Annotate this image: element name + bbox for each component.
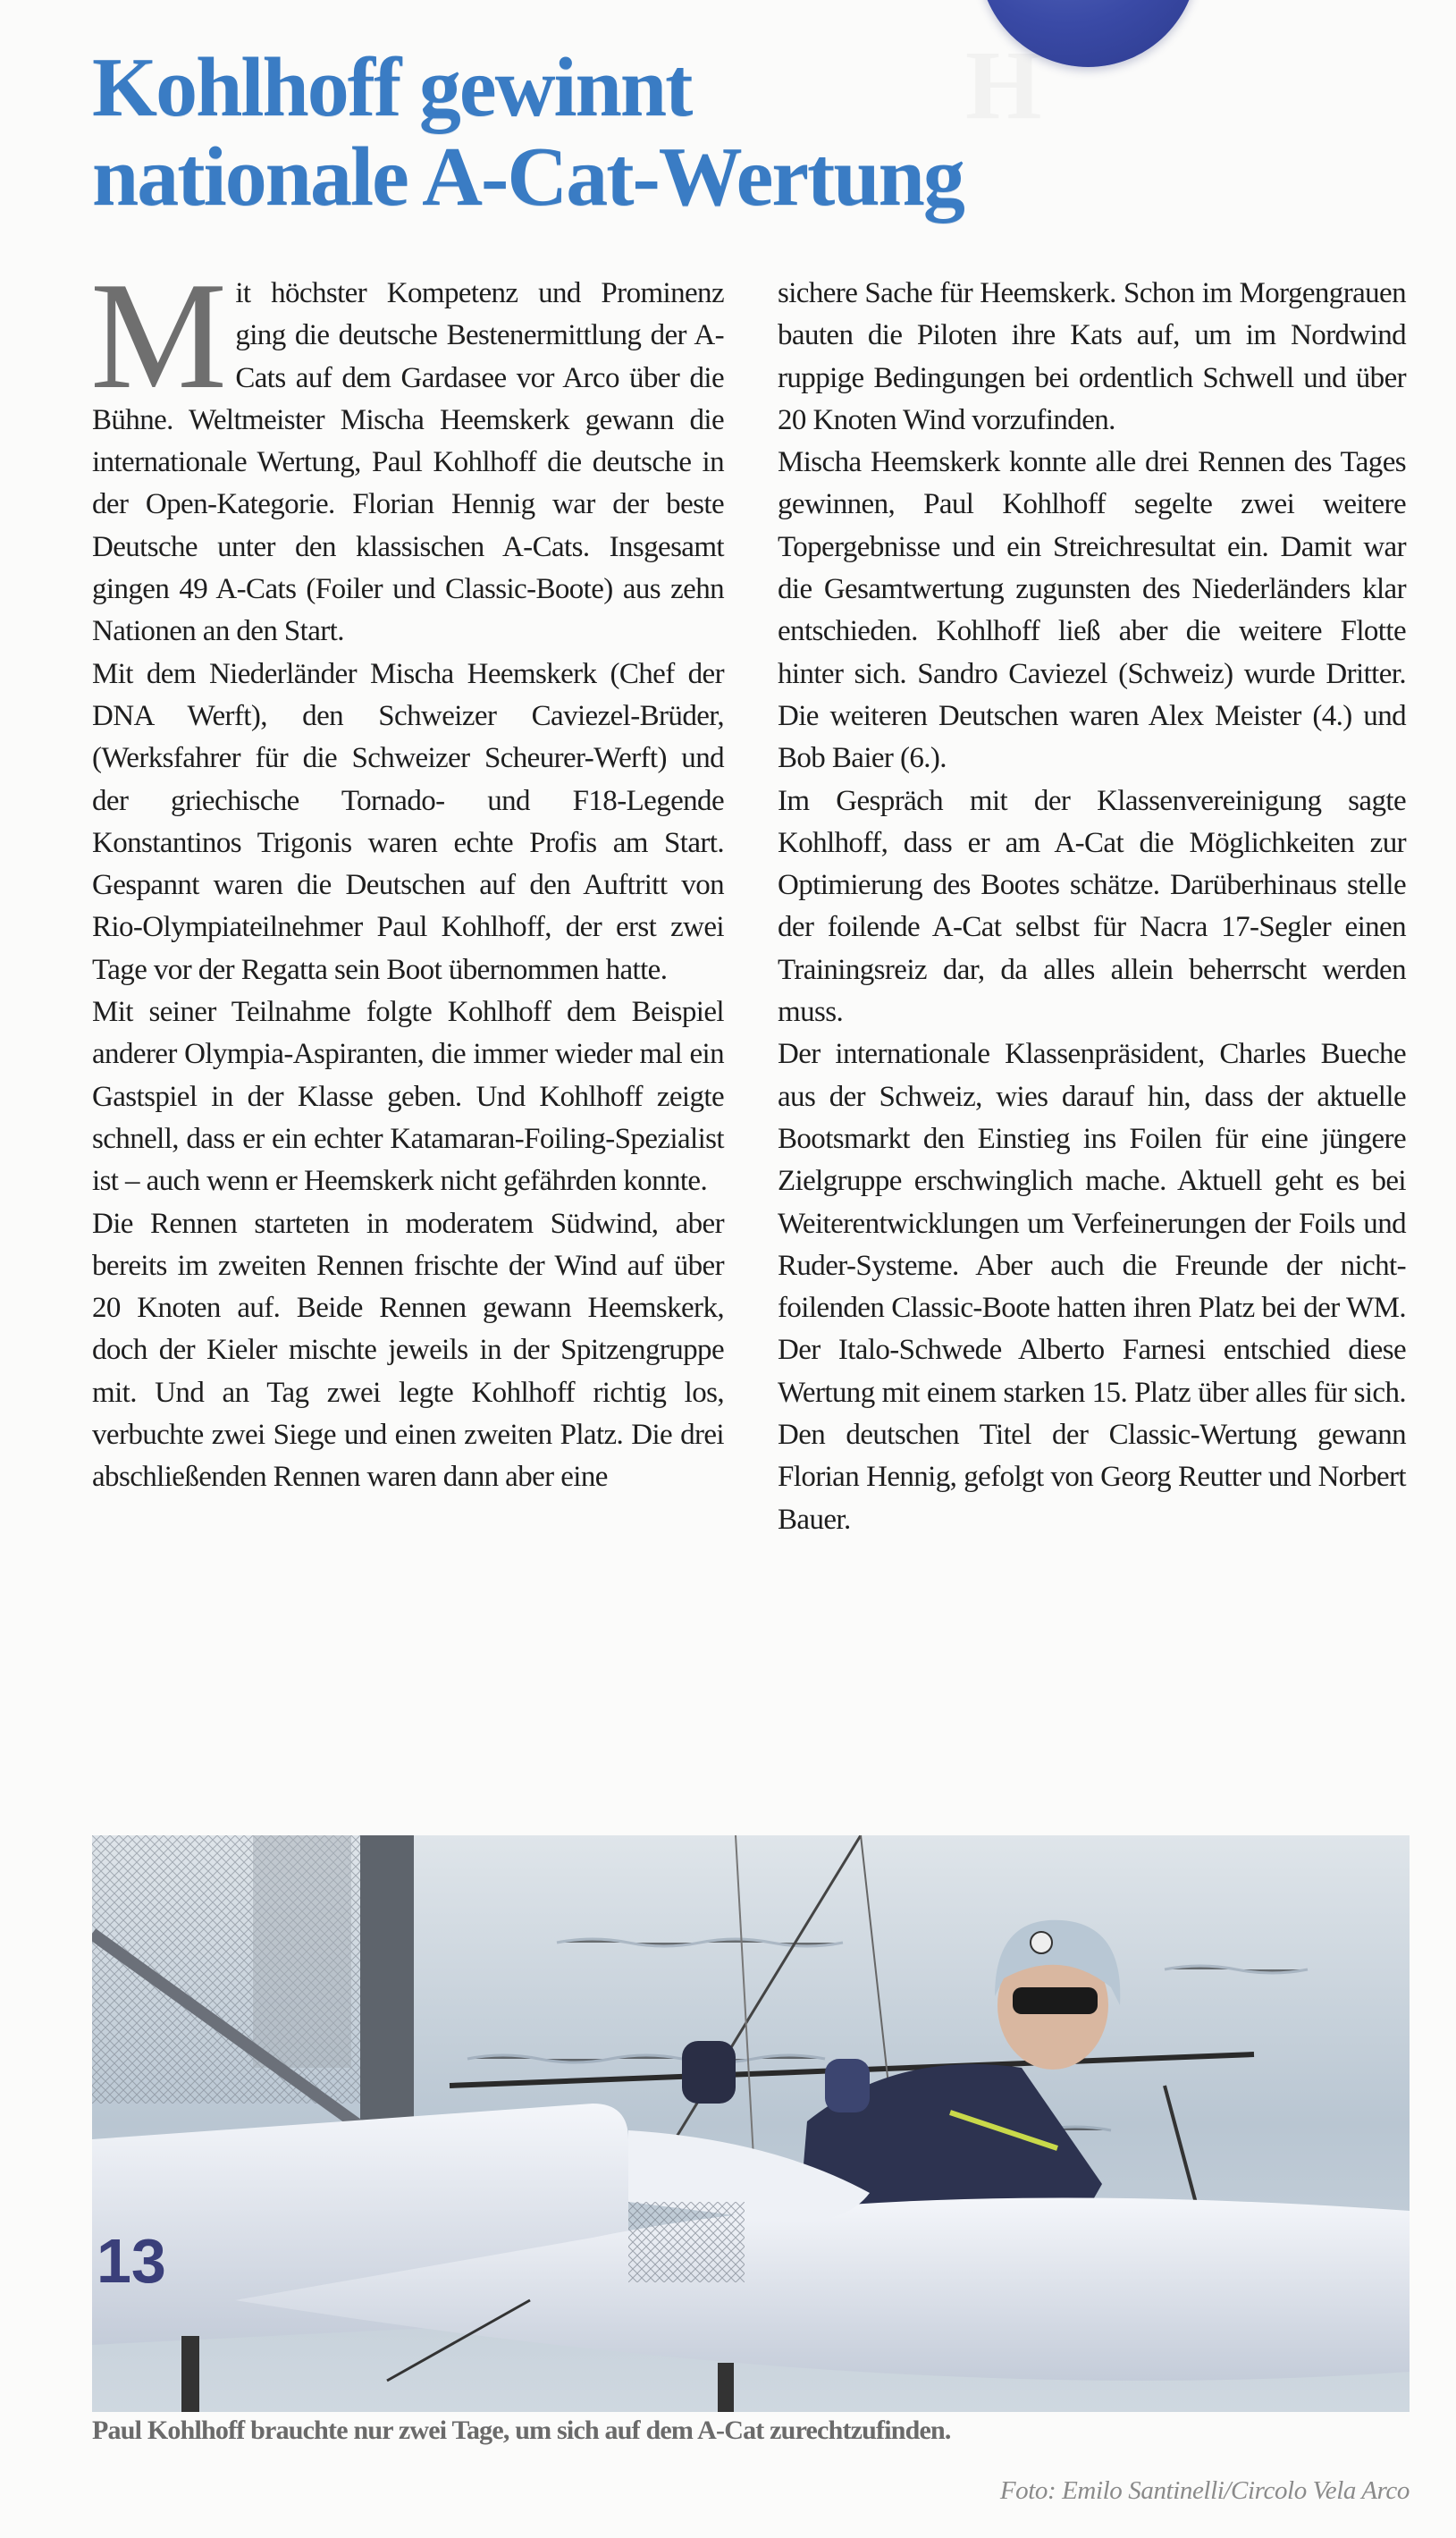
svg-text:13: 13 — [97, 2226, 166, 2296]
paragraph: Im Gespräch mit der Klassenvereinigung sagte Kohlhoff, dass er am A-Cat die Möglichkeiten zur Optimierung des Bootes schätze. Darüberhinaus stelle der foilende A-Cat selbst für Nacra 17-Segler einen Trainingsreiz dar, da alles allein beherrscht werden muss. — [778, 784, 1406, 1029]
photo-caption: Paul Kohlhoff brauchte nur zwei Tage, um sich auf dem A-Cat zurechtzufinden. — [92, 2416, 951, 2445]
article-photo — [92, 1835, 1410, 2412]
paragraph: Mit höchster Kompetenz und Prominenz ging die deutsche Bestenermittlung der A-Cats auf dem Gardasee vor Arco über die Bühne. Weltmeister Mischa Heemskerk gewann die internationale Wertung, Paul Kohlhoff die deutsche in der Open-Kategorie. Florian Hennig war der beste Deutsche unter den klassischen A-Cats. Insgesamt gingen 49 A-Cats (Foiler und Classic-Boote) aus zehn Nationen an den Start. — [90, 251, 724, 648]
title-line-2: nationale A-Cat-Wertung — [92, 131, 964, 223]
sailing-photo-illustration — [92, 1835, 1410, 2412]
article-title — [92, 43, 1165, 222]
paragraph: Mit dem Niederländer Mischa Heemskerk (Chef der DNA Werft), den Schweizer Caviezel-Brüder, (Werksfahrer für die Schweizer Scheurer-Werft) und der griechische Tornado- und F18-Legende Konstantinos Trigonis waren echte Profis am Start. Gespannt waren die Deutschen auf den Auftritt von Rio-Olympiateilnehmer Paul Kohlhoff, der erst zwei Tage vor der Regatta sein Boot übernommen hatte. — [92, 657, 724, 986]
right-column — [778, 273, 1406, 1541]
title-line-1: Kohlhoff gewinnt — [92, 41, 692, 134]
paragraph: Der internationale Klassenpräsident, Charles Bueche aus der Schweiz, wies darauf hin, dass der aktuelle Bootsmarkt den Einstieg ins Foilen für eine jüngere Zielgruppe erschwinglich mache. Aktuell geht es bei Weiterentwicklungen um Verfeinerungen der Foils und Ruder-Systeme. Aber auch die Freunde der nicht-foilenden Classic-Boote hatten ihren Platz bei der WM. Der Italo-Schwede Alberto Farnesi entschied diese Wertung mit einem starken 15. Platz über alles für sich. Den deutschen Titel der Classic-Wertung gewann Florian Hennig, gefolgt von Georg Reutter und Norbert Bauer. — [778, 1038, 1406, 1536]
photo-credit: Foto: Emilo Santinelli/Circolo Vela Arco — [999, 2476, 1410, 2505]
left-column — [90, 251, 724, 1499]
paragraph: sichere Sache für Heemskerk. Schon im Morgengrauen bauten die Piloten ihre Kats auf, um im Nordwind ruppige Bedingungen bei ordentlich Schwell und über 20 Knoten Wind vorzufinden. — [778, 277, 1406, 436]
paragraph: Die Rennen starteten in moderatem Südwind, aber bereits im zweiten Rennen frischte der Wind auf über 20 Knoten auf. Beide Rennen gewann Heemskerk, doch der Kieler mischte jeweils in der Spitzengruppe mit. Und an Tag zwei legte Kohlhoff richtig los, verbuchte zwei Siege und einen zweiten Platz. Die drei abschließenden Rennen waren dann aber eine — [92, 1207, 724, 1494]
paragraph: Mit seiner Teilnahme folgte Kohlhoff dem Beispiel anderer Olympia-Aspiranten, die immer wieder mal ein Gastspiel in der Klasse geben. Und Kohlhoff zeigte schnell, dass er ein echter Katamaran-Foiling-Spezialist ist – auch wenn er Heemskerk nicht gefährden konnte. — [92, 996, 724, 1198]
drop-cap: M — [90, 251, 227, 421]
paragraph: Mischa Heemskerk konnte alle drei Rennen des Tages gewinnen, Paul Kohlhoff segelte zwei weitere Topergebnisse und ein Streichresultat ein. Damit war die Gesamtwertung zugunsten des Niederländers klar entschieden. Kohlhoff ließ aber die weitere Flotte hinter sich. Sandro Caviezel (Schweiz) wurde Dritter. Die weiteren Deutschen waren Alex Meister (4.) und Bob Baier (6.). — [778, 446, 1406, 775]
